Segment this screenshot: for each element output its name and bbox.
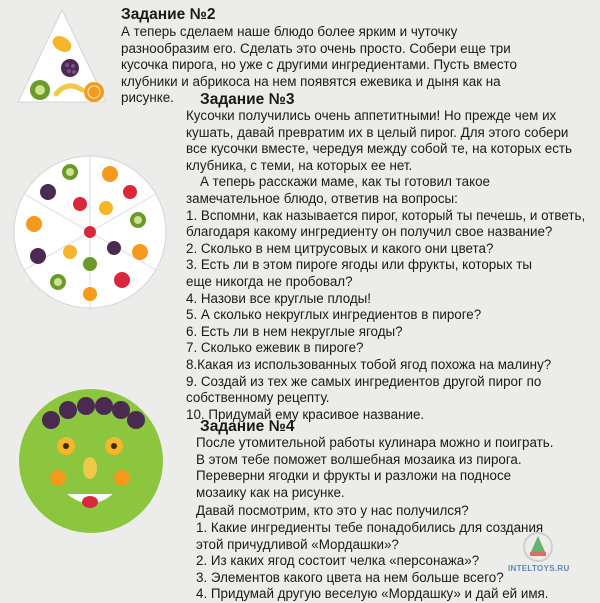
whole-pie-image	[10, 152, 170, 312]
text-line: клубника, с теми, на которых ее нет.	[186, 157, 413, 173]
pie-slice-image	[12, 4, 112, 109]
task4-text	[196, 435, 592, 603]
question-line: 7. Сколько ежевик в пироге?	[186, 340, 364, 356]
text-line: клубники и абрикоса на нем появятся ежевика и дыня как на	[121, 73, 501, 89]
question-line: 10. Придумай ему красивое название.	[186, 406, 425, 422]
watermark-logo-icon	[518, 532, 558, 562]
task2-heading: Задание №2	[121, 6, 216, 23]
question-line: благодаря какому ингредиенту он получил свое название?	[186, 224, 553, 240]
text-line: разнообразим его. Сделать это очень просто. Собери еще три	[121, 40, 511, 56]
text-line: В этом тебе поможет волшебная мозаика из пирога.	[196, 451, 522, 467]
text-line: А теперь расскажи маме, как ты готовил такое	[200, 174, 491, 190]
task2-text	[121, 24, 585, 107]
task4-heading: Задание №4	[200, 418, 295, 435]
question-line: 1. Вспомни, как называется пирог, который ты печешь, и ответь,	[186, 207, 586, 223]
text-line: А теперь сделаем наше блюдо более ярким и чуточку	[121, 24, 458, 39]
question-line: 3. Элементов какого цвета на нем больше всего?	[196, 569, 504, 585]
text-line: рисунке.	[121, 90, 174, 106]
text-line: замечательное блюдо, ответив на вопросы:	[186, 190, 458, 206]
question-line: 3. Есть ли в этом пироге ягоды или фрукты, которых ты	[186, 257, 533, 273]
text-line: кусочка пирога, но уже с другими ингредиентами. Пусть вместо	[121, 57, 517, 73]
question-line: 4. Придумай другую веселую «Мордашку» и дай ей имя.	[196, 586, 549, 602]
question-line: 8.Какая из использованных тобой ягод похожа на малину?	[186, 356, 552, 372]
question-line: 2. Сколько в нем цитрусовых и какого они цвета?	[186, 240, 494, 256]
question-line: 9. Создай из тех же самых ингредиентов другой пирог по	[186, 373, 542, 389]
text-line: Давай посмотрим, кто это у нас получился?	[196, 503, 469, 519]
question-line: собственному рецепту.	[186, 390, 330, 406]
task3-heading: Задание №3	[200, 91, 295, 108]
text-line: Кусочки получились очень аппетитными! Но прежде чем их	[186, 108, 557, 123]
text-line: все кусочки вместе, чередуя между собой те, на которых есть	[186, 141, 573, 157]
task3-text	[186, 108, 590, 423]
text-line: После утомительной работы кулинара можно и поиграть.	[196, 435, 554, 450]
text-line: Переверни ягодки и фрукты и разложи на подносе	[196, 468, 512, 484]
watermark-text: INTELTOYS.RU	[508, 564, 570, 573]
question-line: 6. Есть ли в нем некруглые ягоды?	[186, 323, 403, 339]
question-line: еще никогда не пробовал?	[186, 273, 353, 289]
question-line: 1. Какие ингредиенты тебе понадобились для создания	[196, 519, 544, 535]
face-mosaic-image	[16, 386, 166, 536]
text-line: мозаику как на рисунке.	[196, 484, 345, 500]
question-line: 5. А сколько некруглых ингредиентов в пироге?	[186, 307, 482, 323]
question-line: этой причудливой «Мордашки»?	[196, 536, 399, 552]
text-line: кушать, давай превратим их в целый пирог. Для этого собери	[186, 124, 569, 140]
blackberry-icon	[61, 59, 79, 77]
question-line: 4. Назови все круглые плоды!	[186, 290, 372, 306]
question-line: 2. Из каких ягод состоит челка «персонажа»?	[196, 553, 480, 569]
